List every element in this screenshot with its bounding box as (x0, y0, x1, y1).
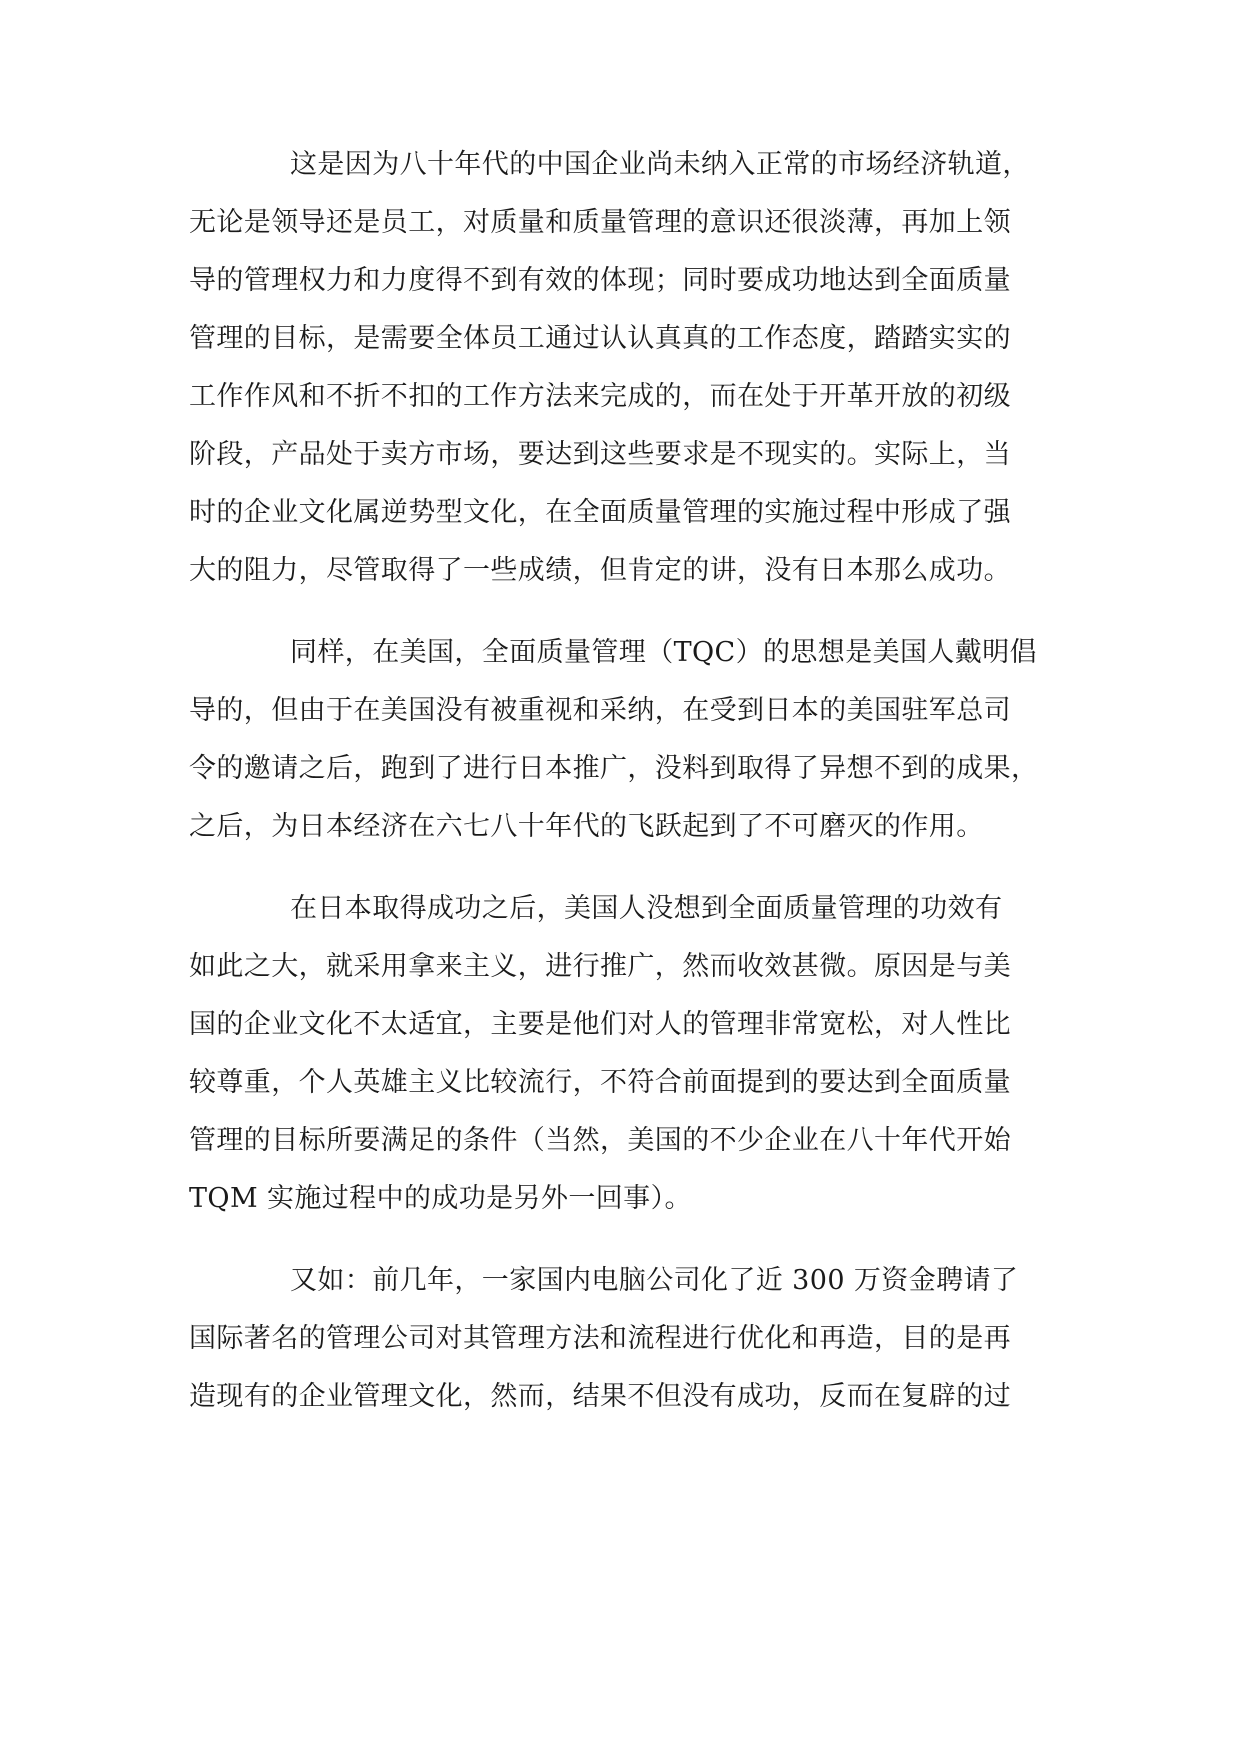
paragraph-4-line-1: 又如：前几年，一家国内电脑公司化了近 300 万资金聘请了 (290, 1265, 1019, 1296)
paragraph-1-line-4: 管理的目标，是需要全体员工通过认认真真的工作态度，踏踏实实的 (189, 323, 1011, 354)
paragraph-1-line-2: 无论是领导还是员工，对质量和质量管理的意识还很淡薄，再加上领 (189, 207, 1011, 238)
paragraph-1-line-6: 阶段，产品处于卖方市场，要达到这些要求是不现实的。实际上，当 (189, 439, 1011, 470)
paragraph-1-line-5: 工作作风和不折不扣的工作方法来完成的，而在处于开革开放的初级 (189, 381, 1011, 412)
paragraph-2-line-2: 导的，但由于在美国没有被重视和采纳，在受到日本的美国驻军总司 (189, 695, 1011, 726)
paragraph-1-line-7: 时的企业文化属逆势型文化，在全面质量管理的实施过程中形成了强 (189, 497, 1011, 528)
paragraph-3-line-1: 在日本取得成功之后，美国人没想到全面质量管理的功效有 (290, 893, 1003, 924)
paragraph-2-line-3: 令的邀请之后，跑到了进行日本推广，没料到取得了异想不到的成果， (189, 753, 1039, 784)
paragraph-2-line-1: 同样，在美国，全面质量管理（TQC）的思想是美国人戴明倡 (290, 637, 1038, 668)
paragraph-1-line-1: 这是因为八十年代的中国企业尚未纳入正常的市场经济轨道， (290, 149, 1030, 180)
paragraph-3-line-3: 国的企业文化不太适宜，主要是他们对人的管理非常宽松，对人性比 (189, 1009, 1011, 1040)
paragraph-3-line-6: TQM 实施过程中的成功是另外一回事）。 (189, 1183, 692, 1214)
paragraph-2-line-4: 之后，为日本经济在六七八十年代的飞跃起到了不可磨灭的作用。 (189, 811, 984, 842)
paragraph-4-line-2: 国际著名的管理公司对其管理方法和流程进行优化和再造，目的是再 (189, 1323, 1011, 1354)
paragraph-4-line-3: 造现有的企业管理文化，然而，结果不但没有成功，反而在复辟的过 (189, 1381, 1011, 1412)
paragraph-3-line-2: 如此之大，就采用拿来主义，进行推广，然而收效甚微。原因是与美 (189, 951, 1011, 982)
paragraph-1-line-8: 大的阻力，尽管取得了一些成绩，但肯定的讲，没有日本那么成功。 (189, 555, 1011, 586)
paragraph-1-line-3: 导的管理权力和力度得不到有效的体现；同时要成功地达到全面质量 (189, 265, 1011, 296)
paragraph-3-line-5: 管理的目标所要满足的条件（当然，美国的不少企业在八十年代开始 (189, 1125, 1011, 1156)
paragraph-3-line-4: 较尊重，个人英雄主义比较流行，不符合前面提到的要达到全面质量 (189, 1067, 1011, 1098)
